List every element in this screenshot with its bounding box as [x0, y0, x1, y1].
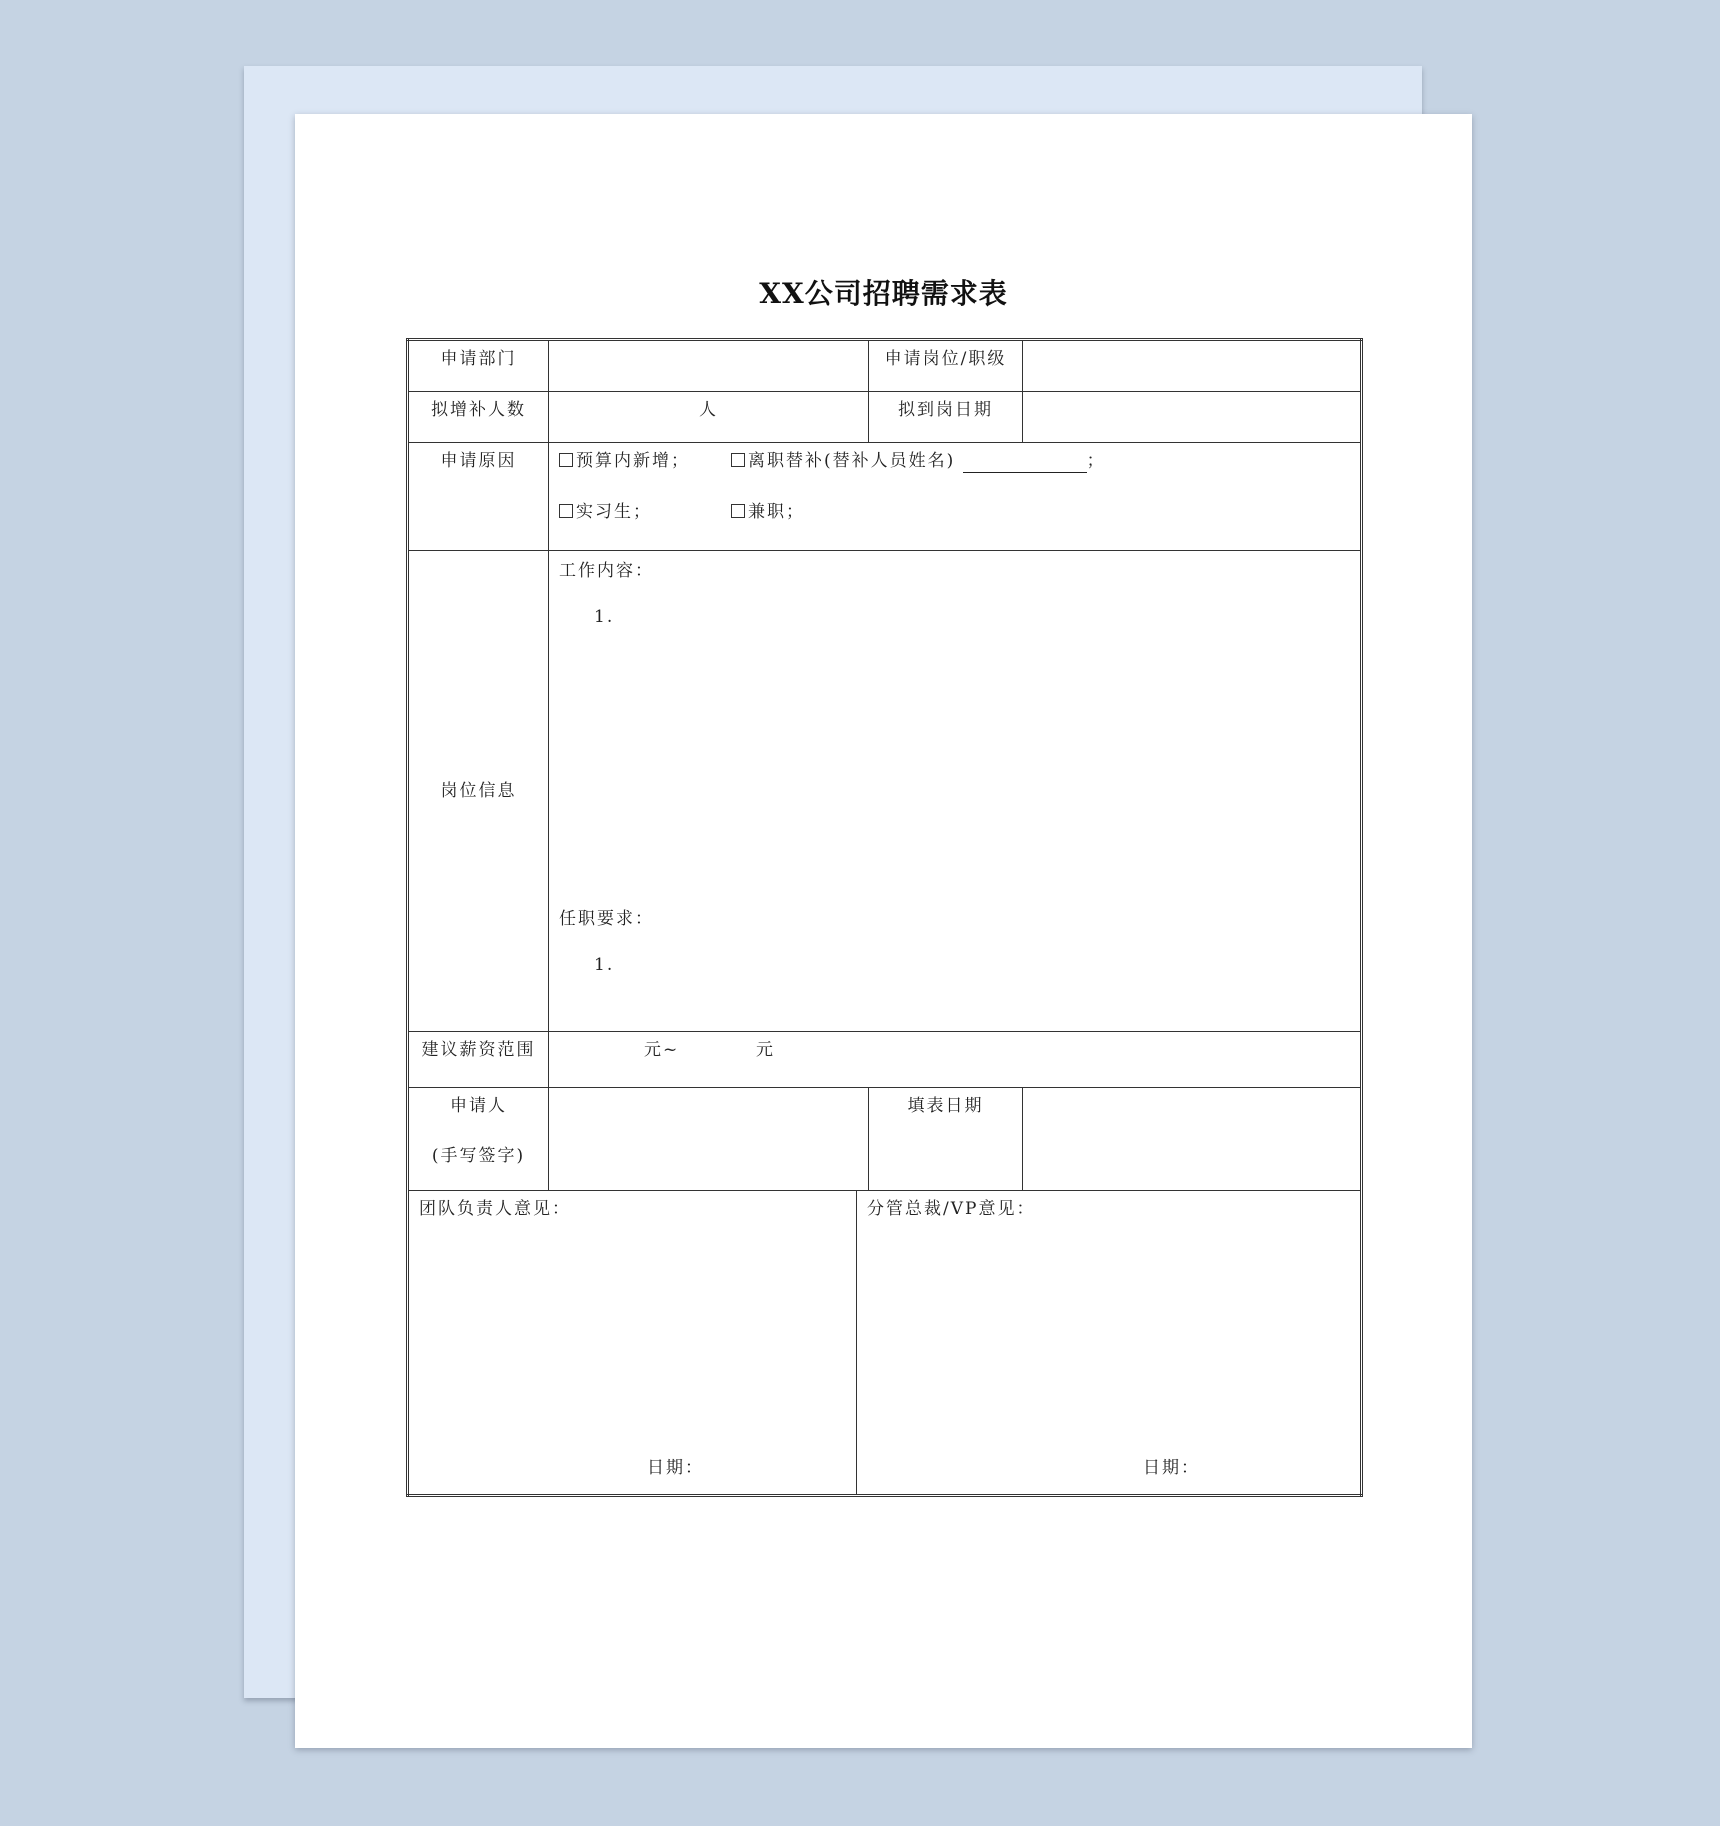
reason-option-intern[interactable]: 实习生； [559, 500, 731, 524]
replacement-name-blank[interactable] [963, 454, 1087, 473]
team-lead-opinion-cell[interactable] [408, 1191, 857, 1496]
headcount-unit: 人 [699, 400, 718, 420]
paper-front-sheet [295, 114, 1472, 1748]
headcount-value-cell[interactable] [549, 392, 869, 443]
reason-option-budget[interactable]: 预算内新增； [559, 449, 731, 473]
fill-date-value-cell[interactable] [1023, 1088, 1362, 1191]
position-value-cell[interactable] [1023, 340, 1362, 392]
reason-option-parttime[interactable]: 兼职； [731, 502, 805, 522]
applicant-sub-label: (手写签字) [431, 1146, 526, 1166]
checkbox-icon[interactable] [559, 453, 573, 467]
headcount-label: 拟增补人数 [408, 392, 549, 443]
checkbox-icon[interactable] [731, 453, 745, 467]
position-label: 申请岗位/职级 [869, 340, 1023, 392]
salary-to-unit: 元 [756, 1040, 775, 1060]
team-lead-date-label: 日期： [647, 1458, 704, 1478]
work-content-item: 1. [594, 607, 615, 627]
row-headcount [408, 392, 1362, 443]
salary-value-cell[interactable] [549, 1032, 1362, 1088]
vp-opinion-cell[interactable] [857, 1191, 1362, 1496]
arrival-date-label: 拟到岗日期 [869, 392, 1023, 443]
recruitment-form-table [406, 338, 1363, 1497]
vp-date-label: 日期： [1143, 1458, 1200, 1478]
salary-from-unit: 元~ [644, 1040, 680, 1060]
checkbox-icon[interactable] [559, 504, 573, 518]
applicant-label: 申请人 [450, 1096, 507, 1116]
team-lead-opinion-label: 团队负责人意见： [419, 1199, 571, 1219]
checkbox-icon[interactable] [731, 504, 745, 518]
dept-value-cell[interactable] [549, 340, 869, 392]
arrival-date-value-cell[interactable] [1023, 392, 1362, 443]
vp-opinion-label: 分管总裁/VP意见： [867, 1199, 1036, 1219]
reason-option-replacement[interactable]: 离职替补(替补人员姓名) [731, 451, 955, 471]
row-applicant [408, 1088, 1362, 1191]
requirements-label: 任职要求： [559, 909, 654, 929]
row-salary [408, 1032, 1362, 1088]
reason-options-cell [549, 443, 1362, 551]
work-content-label: 工作内容： [559, 561, 654, 581]
position-info-cell[interactable] [549, 551, 1362, 1032]
applicant-label-cell [408, 1088, 549, 1191]
applicant-signature-cell[interactable] [549, 1088, 869, 1191]
row-position-info [408, 551, 1362, 1032]
document-title: XX公司招聘需求表 [759, 277, 1008, 310]
requirements-item: 1. [594, 955, 615, 975]
position-info-label: 岗位信息 [408, 551, 549, 1032]
row-department [408, 340, 1362, 392]
salary-label: 建议薪资范围 [408, 1032, 549, 1088]
name-suffix: ； [1086, 451, 1106, 471]
reason-label: 申请原因 [408, 443, 549, 551]
row-opinions [408, 1191, 1362, 1496]
row-reason [408, 443, 1362, 551]
fill-date-label: 填表日期 [869, 1088, 1023, 1191]
dept-label: 申请部门 [408, 340, 549, 392]
